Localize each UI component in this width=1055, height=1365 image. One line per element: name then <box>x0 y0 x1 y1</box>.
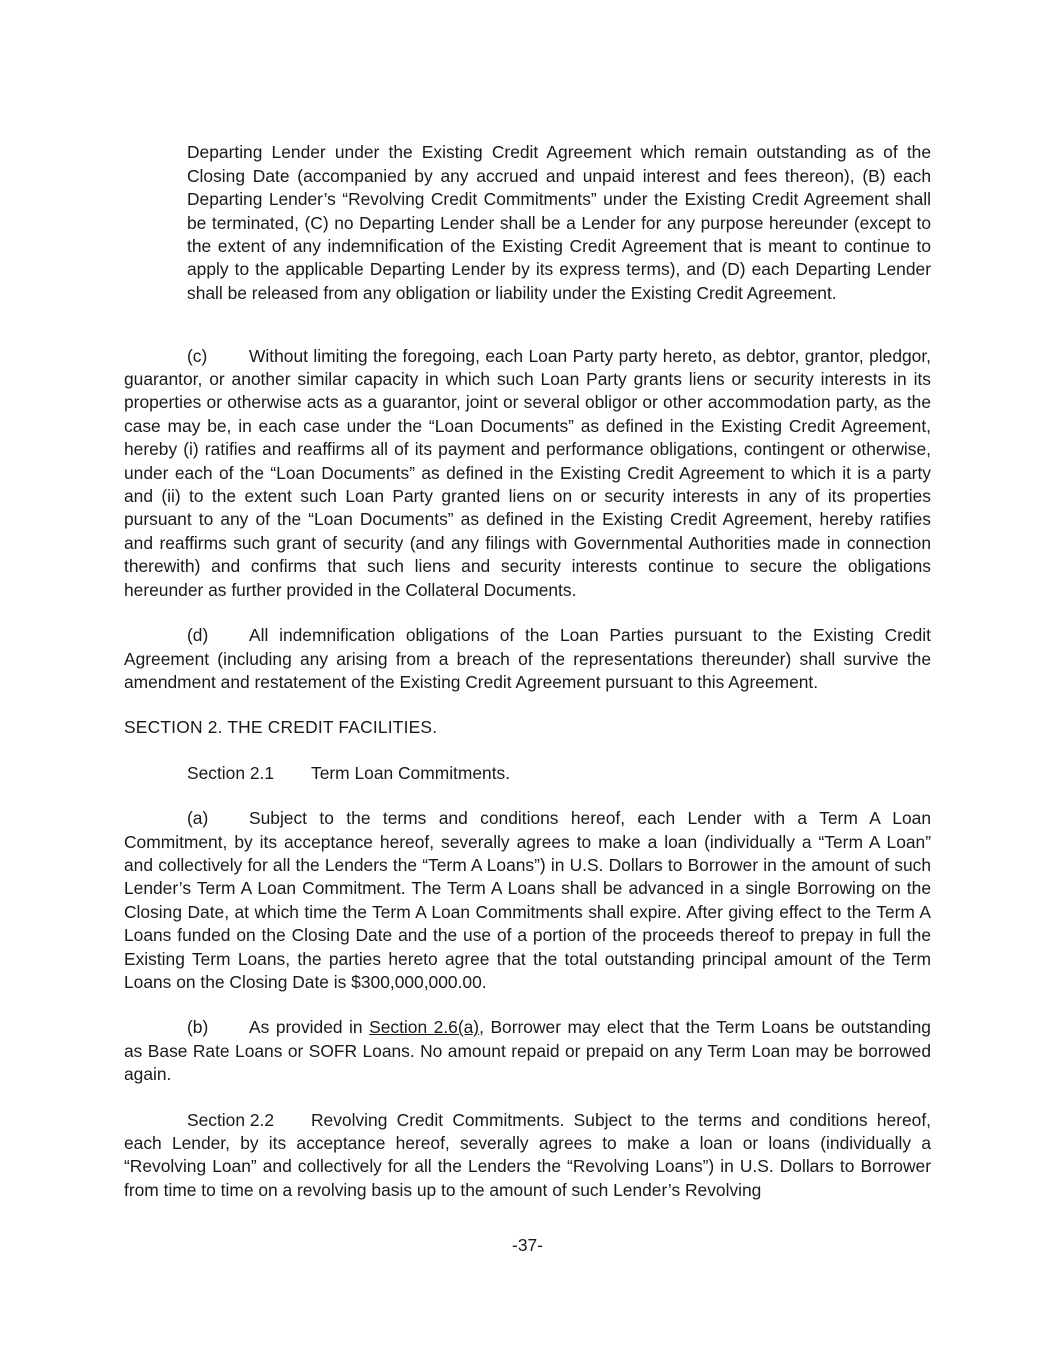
paragraph-d-text: All indemnification obligations of the Loan Parties pursuant to the Existing Credit Agreement (including any arising from a breach of the representations thereunder) shall survive the amendment and restatement of the Existing Credit Agreement pursuant to this Agreement. <box>124 625 931 692</box>
paragraph-d-marker: (d) <box>187 625 209 646</box>
section-2-heading: SECTION 2. THE CREDIT FACILITIES. <box>124 717 438 738</box>
section-2-1-a <box>124 807 931 994</box>
section-2-1-title: Term Loan Commitments. <box>311 762 511 783</box>
section-2-1-number: Section 2.1 <box>187 762 275 783</box>
page-number: -37- <box>512 1235 543 1255</box>
section-2-2-title: Revolving Credit Commitments. <box>311 1109 565 1130</box>
section-2-1-a-text: Subject to the terms and conditions hereof, each Lender with a Term A Loan Commitment, by its acceptance hereof, severally agrees to make a loan (individually a “Term A Loan” and collectively for all the Lenders the “Term A Loans”) in U.S. Dollars to Borrower in the amount of such Lender’s Term A Loan Commitment. The Term A Loans shall be advanced in a single Borrowing on the Closing Date, at which time the Term A Loan Commitments shall expire. After giving effect to the Term A Loans funded on the Closing Date and the use of a portion of the proceeds thereof to prepay in full the Existing Term Loans, the parties hereto agree that the total outstanding principal amount of the Term Loans on the Closing Date is $300,000,000.00. <box>124 808 931 992</box>
section-2-1-heading <box>187 762 931 785</box>
section-2-2 <box>124 1109 931 1203</box>
paragraph-c-marker: (c) <box>187 345 208 366</box>
paragraph-d <box>124 624 931 694</box>
section-2-6a-link[interactable]: Section 2.6(a) <box>369 1017 480 1038</box>
section-2-1-b-text-after: , Borrower may elect that the Term Loans be outstanding as Base Rate Loans or SOFR Loans. No amount repaid or prepaid on any Term Loan may be borrowed again. <box>124 1017 931 1085</box>
section-2-1-a-marker: (a) <box>187 808 209 829</box>
section-2-1-b-text-before: As provided in <box>249 1017 370 1038</box>
section-2-1-b <box>124 1016 931 1086</box>
paragraph-b-continuation: Departing Lender under the Existing Credit Agreement which remain outstanding as of the Closing Date (accompanied by any accrued and unpaid interest and fees thereon), (B) each Departing Lender’s “Revolving Credit Commitments” under the Existing Credit Agreement shall be terminated, (C) no Departing Lender shall be a Lender for any purpose hereunder (except to the extent of any indemnification of the Existing Credit Agreement that is meant to continue to apply to the applicable Departing Lender by its express terms), and (D) each Departing Lender shall be released from any obligation or liability under the Existing Credit Agreement. <box>187 142 931 303</box>
paragraph-c-text: Without limiting the foregoing, each Loan Party party hereto, as debtor, grantor, pledgor, guarantor, or another similar capacity in which such Loan Party grants liens or security interests in its properties or otherwise acts as a guarantor, joint or several obligor or other accommodation party, as the case may be, in each case under the “Loan Documents” as defined in the Existing Credit Agreement, hereby (i) ratifies and reaffirms all of its payment and performance obligations, contingent or otherwise, under each of the “Loan Documents” as defined in the Existing Credit Agreement to which it is a party and (ii) to the extent such Loan Party granted liens on or security interests in any of its properties pursuant to any of the “Loan Documents” as defined in the Existing Credit Agreement, hereby ratifies and reaffirms such grant of security (and any filings with Governmental Authorities made in connection therewith) and confirms that such liens and security interests continue to secure the obligations hereunder as further provided in the Collateral Documents. <box>124 345 931 600</box>
paragraph-c <box>124 345 931 602</box>
section-2-2-number: Section 2.2 <box>187 1109 275 1130</box>
document-page <box>124 124 931 1202</box>
section-2-2-text: Subject to the terms and conditions hereof, each Lender, by its acceptance hereof, severally agrees to make a loan or loans (individually a “Revolving Loan” and collectively for all the Lenders the “Revolving Loans”) in U.S. Dollars to Borrower from time to time on a revolving basis up to the amount of such Lender’s Revolving <box>124 1109 931 1200</box>
section-2-1-b-marker: (b) <box>187 1017 209 1038</box>
